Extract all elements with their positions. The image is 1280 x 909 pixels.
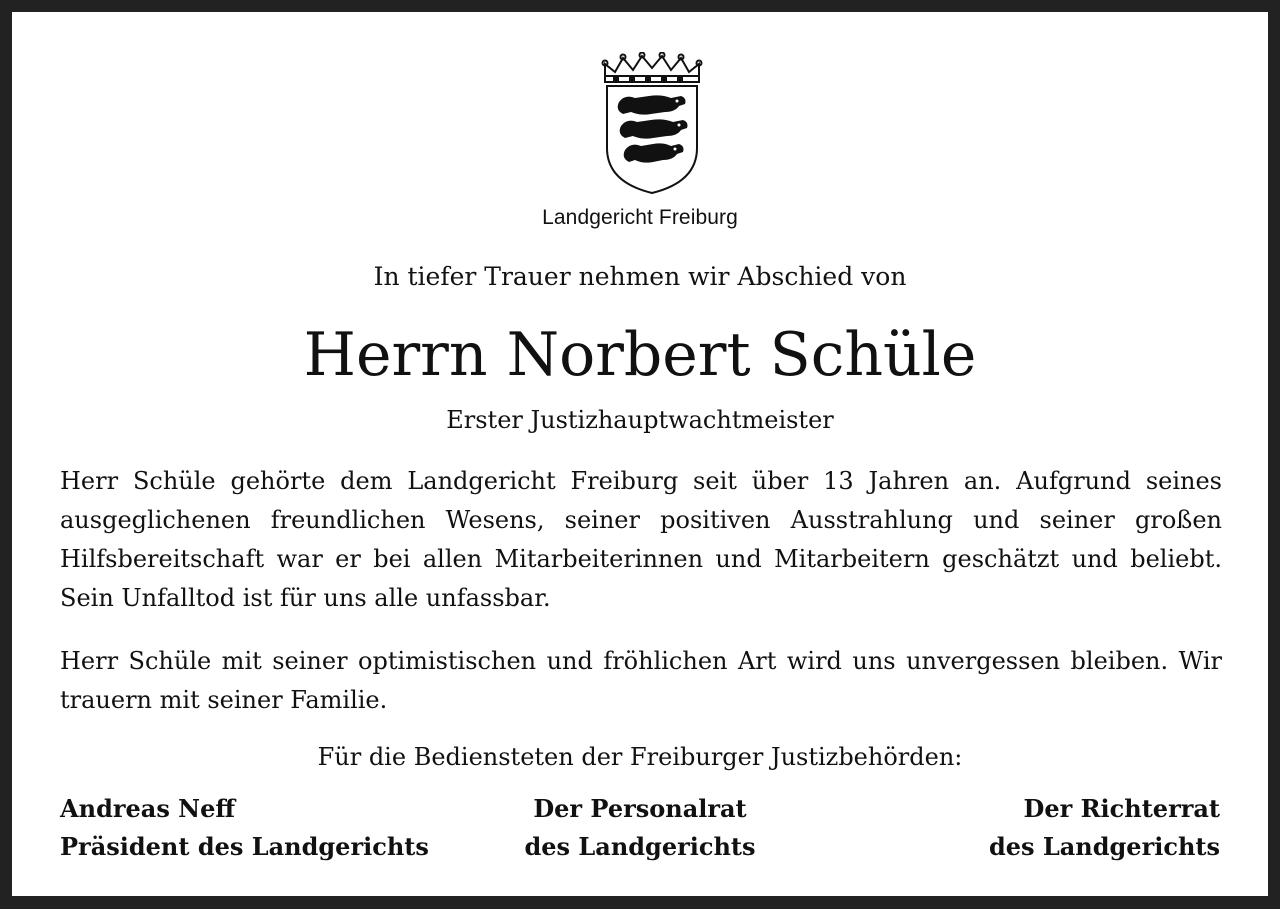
- tribute-paragraph: Herr Schüle gehörte dem Landgericht Freiburg seit über 13 Jahren an. Aufgrund seines ausgeglichenen freundlichen Wesens, seiner positiven Ausstrahlung und seiner großen Hilfsbereitschaft war er bei allen Mitarbeiterinnen und Mitarbeitern geschätzt und beliebt. Sein Unfalltod ist für uns alle unfassbar.: [60, 467, 1222, 612]
- deceased-rank: Erster Justizhauptwachtmeister: [446, 406, 834, 434]
- signature-title: des Landgerichts: [524, 832, 756, 861]
- signature-richterrat: [989, 790, 1220, 866]
- court-name: Landgericht Freiburg: [542, 206, 738, 229]
- signature-title: des Landgerichts: [988, 832, 1220, 861]
- tribute-paragraph: Herr Schüle mit seiner optimistischen und fröhlichen Art wird uns unvergessen bleiben. Wir trauern mit seiner Familie.: [60, 647, 1222, 714]
- obituary-notice: [12, 12, 1268, 896]
- intro-line: In tiefer Trauer nehmen wir Abschied von: [373, 262, 907, 291]
- coat-of-arms-icon: [601, 52, 703, 196]
- deceased-name: Herrn Norbert Schüle: [303, 320, 977, 390]
- signature-name: Der Personalrat: [533, 794, 747, 823]
- signature-name: Andreas Neff: [60, 794, 236, 823]
- on-behalf-line: Für die Bediensteten der Freiburger Justizbehörden:: [317, 743, 963, 771]
- signature-title: Präsident des Landgerichts: [60, 832, 429, 861]
- signature-name: Der Richterrat: [1023, 794, 1220, 823]
